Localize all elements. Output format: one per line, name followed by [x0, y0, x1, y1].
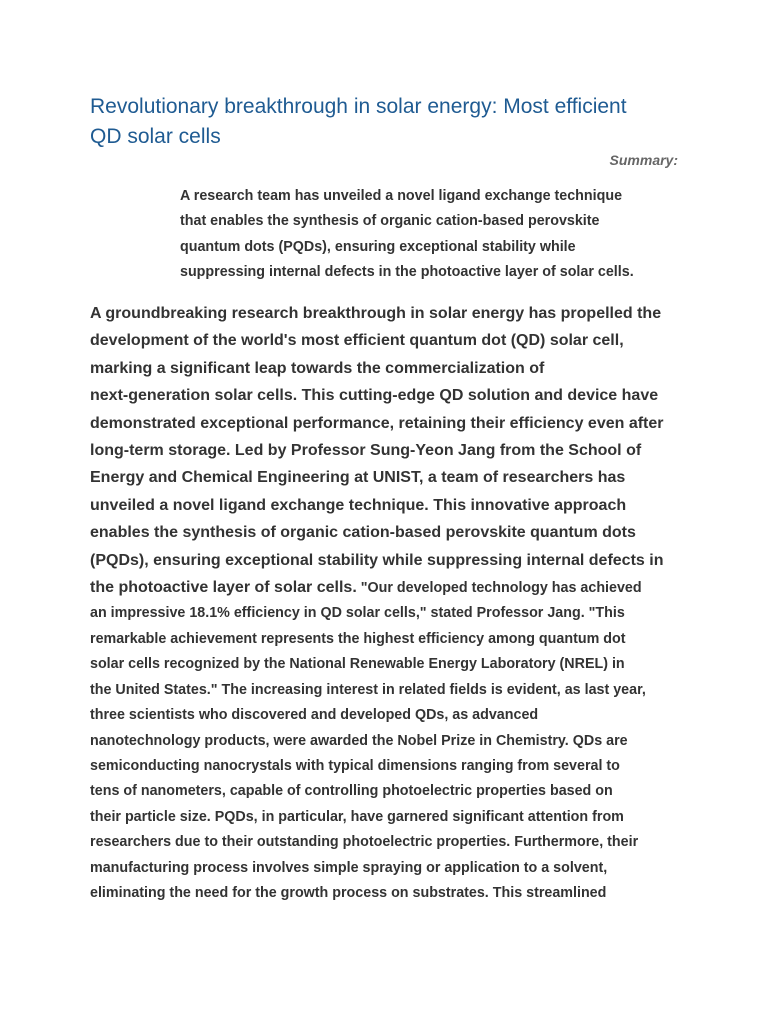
title-line: QD solar cells	[90, 125, 221, 148]
summary-line: quantum dots (PQDs), ensuring exceptional stability while	[180, 238, 576, 255]
summary-block	[180, 184, 680, 285]
summary-line: suppressing internal defects in the photoactive layer of solar cells.	[180, 263, 634, 280]
body-line: unveiled a novel ligand exchange technique. This innovative approach	[90, 496, 627, 514]
body-line: A groundbreaking research breakthrough in solar energy has propelled the	[90, 305, 662, 322]
body-line: marking a significant leap towards the commercialization of	[90, 359, 545, 377]
body-paragraph-large	[90, 300, 680, 601]
article-body	[90, 300, 680, 906]
body-line: nanotechnology products, were awarded the Nobel Prize in Chemistry. QDs are	[90, 732, 628, 749]
body-line: three scientists who discovered and developed QDs, as advanced	[90, 707, 539, 724]
body-line: next-generation solar cells. This cutting-edge QD solution and device have	[90, 387, 659, 405]
body-line: semiconducting nanocrystals with typical dimensions ranging from several to	[90, 757, 620, 774]
body-line: researchers due to their outstanding photoelectric properties. Furthermore, their	[90, 834, 639, 851]
body-line: eliminating the need for the growth process on substrates. This streamlined	[90, 884, 607, 901]
body-line: tens of nanometers, capable of controlling photoelectric properties based on	[90, 783, 613, 800]
body-line: (PQDs), ensuring exceptional stability while suppressing internal defects in	[90, 551, 664, 569]
summary-line: A research team has unveiled a novel ligand exchange technique	[180, 188, 623, 204]
body-line: an impressive 18.1% efficiency in QD solar cells," stated Professor Jang. "This	[90, 605, 625, 622]
body-line: solar cells recognized by the National Renewable Energy Laboratory (NREL) in	[90, 656, 625, 673]
body-line: the United States." The increasing interest in related fields is evident, as last year,	[90, 681, 646, 698]
body-line: remarkable achievement represents the highest efficiency among quantum dot	[90, 630, 626, 647]
body-transition-tail: "Our developed technology has achieved	[356, 580, 642, 597]
body-transition-line	[90, 574, 680, 601]
body-transition-lead: the photoactive layer of solar cells.	[90, 579, 357, 597]
body-line: long-term storage. Led by Professor Sung-Yeon Jang from the School of	[90, 442, 642, 460]
summary-label: Summary:	[609, 152, 678, 168]
title-line: Revolutionary breakthrough in solar energy: Most efficient	[90, 95, 627, 118]
body-paragraph-small	[90, 601, 680, 906]
body-line: manufacturing process involves simple spraying or application to a solvent,	[90, 859, 608, 876]
body-line: demonstrated exceptional performance, retaining their efficiency even after	[90, 414, 664, 432]
body-line: development of the world's most efficient quantum dot (QD) solar cell,	[90, 332, 624, 350]
summary-line: that enables the synthesis of organic cation-based perovskite	[180, 213, 600, 230]
body-line: their particle size. PQDs, in particular, have garnered significant attention from	[90, 808, 624, 825]
body-line: Energy and Chemical Engineering at UNIST, a team of researchers has	[90, 469, 626, 487]
body-line: enables the synthesis of organic cation-based perovskite quantum dots	[90, 524, 636, 542]
article-title	[90, 92, 690, 152]
